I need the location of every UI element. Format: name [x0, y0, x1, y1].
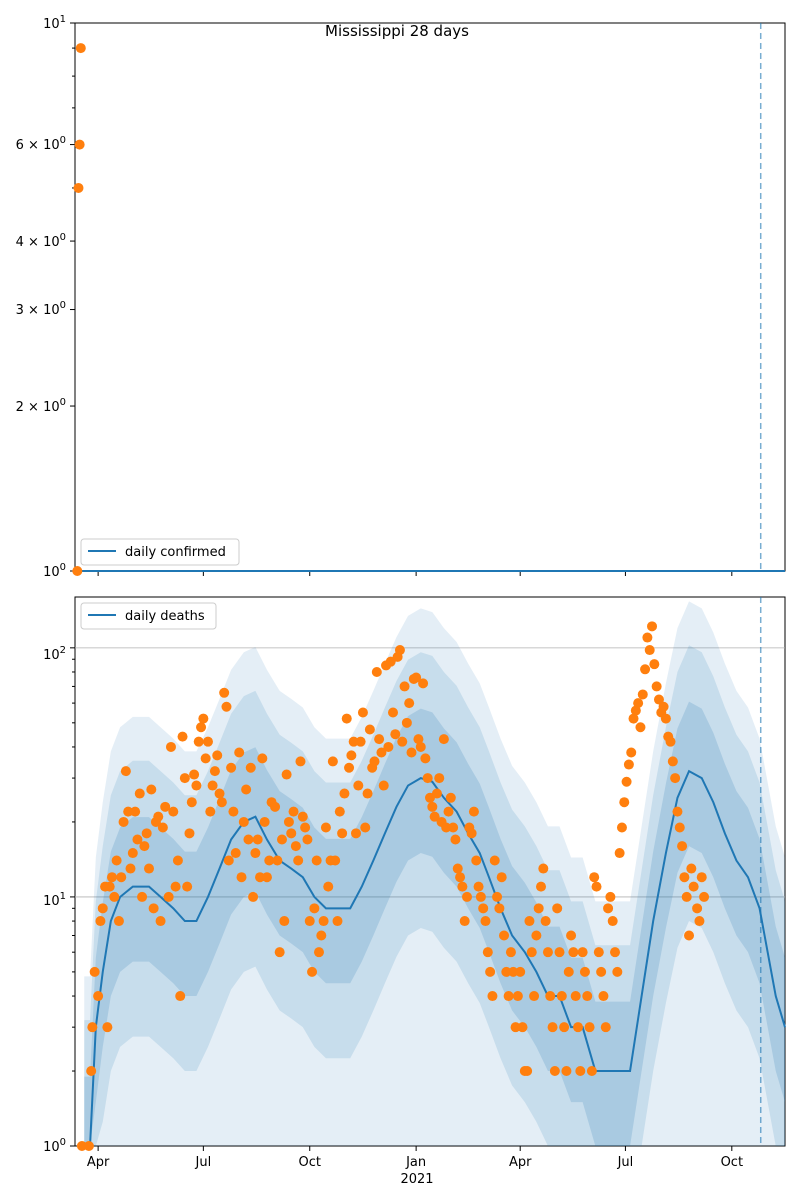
bottom-xtick-label: Jul — [617, 1155, 634, 1170]
daily-deaths-point — [432, 789, 442, 799]
daily-deaths-point — [372, 667, 382, 677]
daily-deaths-point — [239, 817, 249, 827]
daily-deaths-point — [566, 931, 576, 941]
daily-deaths-point — [402, 718, 412, 728]
daily-deaths-point — [545, 991, 555, 1001]
bottom-xtick-label: Oct — [720, 1155, 744, 1170]
daily-deaths-point — [427, 802, 437, 812]
daily-deaths-point — [149, 903, 159, 913]
daily-deaths-point — [635, 722, 645, 732]
daily-deaths-point — [626, 748, 636, 758]
daily-deaths-point — [284, 817, 294, 827]
daily-deaths-point — [86, 1066, 96, 1076]
daily-deaths-point — [598, 991, 608, 1001]
top-confirmed-point — [73, 183, 83, 193]
daily-deaths-point — [478, 903, 488, 913]
daily-deaths-point — [499, 931, 509, 941]
daily-deaths-point — [469, 807, 479, 817]
daily-deaths-point — [305, 916, 315, 926]
daily-deaths-point — [619, 797, 629, 807]
daily-deaths-point — [272, 856, 282, 866]
daily-deaths-point — [610, 947, 620, 957]
daily-deaths-point — [418, 678, 428, 688]
daily-deaths-point — [538, 864, 548, 874]
daily-deaths-point — [474, 882, 484, 892]
daily-deaths-point — [682, 892, 692, 902]
daily-deaths-point — [555, 947, 565, 957]
daily-deaths-point — [291, 841, 301, 851]
daily-deaths-point — [388, 708, 398, 718]
daily-deaths-point — [605, 892, 615, 902]
daily-deaths-point — [575, 1066, 585, 1076]
daily-deaths-point — [585, 1022, 595, 1032]
daily-deaths-point — [95, 916, 105, 926]
daily-deaths-point — [524, 916, 534, 926]
daily-deaths-point — [295, 756, 305, 766]
daily-deaths-point — [248, 892, 258, 902]
bottom-panel — [43, 597, 785, 1187]
daily-deaths-point — [383, 742, 393, 752]
daily-deaths-point — [298, 812, 308, 822]
daily-deaths-point — [467, 828, 477, 838]
daily-deaths-point — [397, 737, 407, 747]
daily-deaths-point — [582, 991, 592, 1001]
daily-deaths-point — [559, 1022, 569, 1032]
bottom-xtick-label: Jan — [406, 1155, 427, 1170]
daily-deaths-point — [652, 681, 662, 691]
daily-deaths-point — [321, 822, 331, 832]
daily-deaths-point — [490, 856, 500, 866]
daily-deaths-point — [608, 916, 618, 926]
daily-deaths-point — [109, 892, 119, 902]
daily-deaths-point — [114, 916, 124, 926]
top-ytick-marks — [70, 23, 75, 571]
daily-deaths-point — [677, 841, 687, 851]
bottom-xtick-label: Oct — [298, 1155, 321, 1170]
daily-deaths-point — [328, 756, 338, 766]
bottom-x-ticks — [87, 1146, 743, 1170]
daily-deaths-point — [246, 763, 256, 773]
daily-deaths-point — [243, 835, 253, 845]
daily-deaths-point — [234, 748, 244, 758]
daily-deaths-point — [450, 835, 460, 845]
daily-deaths-point — [191, 781, 201, 791]
x-year-label: 2021 — [400, 1172, 434, 1187]
top-ytick-10^0: $10^0$ — [43, 562, 66, 580]
daily-deaths-point — [564, 967, 574, 977]
top-y-ticks — [16, 14, 66, 580]
daily-deaths-point — [692, 903, 702, 913]
chart-title: Mississippi 28 days — [325, 22, 469, 40]
daily-deaths-point — [275, 947, 285, 957]
daily-deaths-point — [219, 688, 229, 698]
top-axes-frame — [75, 23, 785, 571]
daily-deaths-point — [531, 931, 541, 941]
daily-deaths-point — [395, 645, 405, 655]
daily-deaths-point — [342, 714, 352, 724]
daily-deaths-point — [589, 872, 599, 882]
daily-deaths-point — [455, 872, 465, 882]
bottom-legend-label: daily deaths — [125, 609, 205, 624]
daily-deaths-point — [286, 828, 296, 838]
daily-deaths-point — [645, 645, 655, 655]
daily-deaths-point — [231, 848, 241, 858]
daily-deaths-point — [112, 856, 122, 866]
daily-deaths-point — [561, 1066, 571, 1076]
daily-deaths-point — [446, 793, 456, 803]
daily-deaths-point — [309, 903, 319, 913]
daily-deaths-point — [492, 892, 502, 902]
daily-deaths-point — [661, 714, 671, 724]
top-ytick-3x10^0: $3 \times 10^0$ — [15, 300, 66, 318]
daily-deaths-point — [448, 822, 458, 832]
daily-deaths-point — [518, 1022, 528, 1032]
daily-deaths-point — [224, 856, 234, 866]
daily-deaths-point — [351, 828, 361, 838]
daily-deaths-point — [615, 848, 625, 858]
daily-deaths-point — [587, 1066, 597, 1076]
daily-deaths-point — [153, 812, 163, 822]
daily-deaths-point — [633, 698, 643, 708]
daily-deaths-point — [98, 903, 108, 913]
daily-deaths-point — [335, 807, 345, 817]
daily-deaths-point — [187, 797, 197, 807]
daily-deaths-point — [260, 817, 270, 827]
daily-deaths-point — [344, 763, 354, 773]
daily-deaths-point — [580, 967, 590, 977]
daily-deaths-point — [642, 633, 652, 643]
bottom-ytick-10^0: $10^0$ — [43, 1137, 66, 1155]
daily-deaths-point — [594, 947, 604, 957]
daily-deaths-point — [339, 789, 349, 799]
daily-deaths-point — [668, 756, 678, 766]
daily-deaths-point — [212, 750, 222, 760]
daily-deaths-point — [210, 766, 220, 776]
daily-deaths-point — [356, 737, 366, 747]
daily-deaths-point — [139, 841, 149, 851]
daily-deaths-point — [374, 734, 384, 744]
daily-deaths-point — [400, 681, 410, 691]
daily-deaths-point — [353, 781, 363, 791]
daily-deaths-point — [622, 777, 632, 787]
daily-deaths-point — [184, 828, 194, 838]
bottom-ytick-10^2: $10^2$ — [43, 645, 66, 663]
daily-deaths-point — [279, 916, 289, 926]
top-legend — [81, 539, 239, 565]
daily-deaths-point — [119, 817, 129, 827]
daily-deaths-point — [647, 621, 657, 631]
daily-deaths-point — [144, 864, 154, 874]
daily-deaths-point — [369, 756, 379, 766]
daily-deaths-point — [423, 773, 433, 783]
daily-deaths-point — [314, 947, 324, 957]
daily-deaths-point — [102, 1022, 112, 1032]
top-legend-label: daily confirmed — [125, 545, 226, 560]
daily-deaths-point — [173, 856, 183, 866]
bottom-ytick-marks — [70, 648, 75, 1146]
daily-deaths-point — [694, 916, 704, 926]
daily-deaths-point — [659, 702, 669, 712]
top-ytick-4x10^0: $4 \times 10^0$ — [15, 232, 66, 250]
daily-deaths-point — [253, 835, 263, 845]
daily-deaths-point — [534, 903, 544, 913]
daily-deaths-point — [390, 729, 400, 739]
daily-deaths-point — [504, 991, 514, 1001]
daily-deaths-point — [638, 689, 648, 699]
daily-deaths-point — [312, 856, 322, 866]
daily-deaths-point — [640, 664, 650, 674]
daily-deaths-point — [221, 702, 231, 712]
daily-deaths-point — [666, 737, 676, 747]
daily-deaths-point — [592, 882, 602, 892]
daily-deaths-point — [289, 807, 299, 817]
daily-deaths-point — [178, 732, 188, 742]
daily-deaths-point — [182, 882, 192, 892]
daily-deaths-point — [332, 916, 342, 926]
daily-deaths-point — [107, 872, 117, 882]
daily-deaths-point — [515, 967, 525, 977]
daily-deaths-point — [142, 828, 152, 838]
daily-deaths-point — [578, 947, 588, 957]
bottom-ytick-10^1: $10^1$ — [43, 891, 66, 909]
daily-deaths-point — [494, 903, 504, 913]
daily-deaths-point — [684, 931, 694, 941]
daily-deaths-point — [675, 822, 685, 832]
daily-deaths-point — [203, 737, 213, 747]
daily-deaths-point — [573, 1022, 583, 1032]
daily-deaths-point — [404, 698, 414, 708]
daily-deaths-point — [262, 872, 272, 882]
daily-deaths-point — [550, 1066, 560, 1076]
daily-deaths-point — [105, 882, 115, 892]
daily-deaths-point — [601, 1022, 611, 1032]
daily-deaths-point — [416, 742, 426, 752]
bottom-legend — [81, 603, 216, 629]
daily-deaths-point — [87, 1022, 97, 1032]
daily-deaths-point — [596, 967, 606, 977]
daily-deaths-point — [379, 781, 389, 791]
daily-deaths-point — [568, 947, 578, 957]
bottom-xtick-label: Jul — [195, 1155, 212, 1170]
daily-deaths-point — [293, 856, 303, 866]
daily-deaths-point — [365, 725, 375, 735]
bottom-y-ticks — [43, 645, 66, 1155]
daily-deaths-point — [439, 734, 449, 744]
top-ytick-6x10^0: $6 \times 10^0$ — [15, 135, 66, 153]
daily-deaths-point — [337, 828, 347, 838]
daily-deaths-point — [316, 931, 326, 941]
daily-deaths-point — [307, 967, 317, 977]
daily-deaths-point — [434, 773, 444, 783]
top-ytick-10^1: $10^1$ — [43, 14, 66, 32]
daily-deaths-point — [300, 822, 310, 832]
bottom-xtick-label: Apr — [86, 1155, 110, 1170]
daily-deaths-point — [513, 991, 523, 1001]
daily-deaths-point — [672, 807, 682, 817]
daily-deaths-point — [84, 1141, 94, 1151]
daily-deaths-point — [444, 807, 454, 817]
daily-deaths-point — [360, 822, 370, 832]
daily-deaths-point — [363, 789, 373, 799]
daily-deaths-point — [548, 1022, 558, 1032]
daily-deaths-point — [471, 856, 481, 866]
daily-deaths-point — [135, 789, 145, 799]
daily-deaths-point — [90, 967, 100, 977]
daily-deaths-point — [137, 892, 147, 902]
daily-deaths-point — [689, 882, 699, 892]
daily-deaths-point — [624, 760, 634, 770]
daily-deaths-point — [476, 892, 486, 902]
daily-deaths-point — [175, 991, 185, 1001]
daily-deaths-point — [126, 864, 136, 874]
daily-deaths-point — [670, 773, 680, 783]
daily-deaths-point — [237, 872, 247, 882]
daily-deaths-point — [282, 770, 292, 780]
daily-deaths-point — [217, 797, 227, 807]
daily-deaths-point — [302, 835, 312, 845]
daily-deaths-point — [485, 967, 495, 977]
daily-deaths-point — [457, 882, 467, 892]
daily-deaths-point — [460, 916, 470, 926]
daily-deaths-point — [166, 742, 176, 752]
daily-deaths-point — [270, 802, 280, 812]
daily-deaths-point — [649, 659, 659, 669]
daily-deaths-point — [323, 882, 333, 892]
daily-deaths-point — [557, 991, 567, 1001]
daily-deaths-point — [527, 947, 537, 957]
top-confirmed-point — [76, 43, 86, 53]
daily-deaths-point — [358, 708, 368, 718]
daily-deaths-point — [506, 947, 516, 957]
daily-deaths-point — [536, 882, 546, 892]
daily-deaths-point — [487, 991, 497, 1001]
daily-deaths-point — [319, 916, 329, 926]
daily-deaths-point — [168, 807, 178, 817]
daily-deaths-point — [189, 770, 199, 780]
daily-deaths-point — [277, 835, 287, 845]
daily-deaths-point — [201, 753, 211, 763]
daily-deaths-point — [330, 856, 340, 866]
daily-deaths-point — [116, 872, 126, 882]
top-ytick-2x10^0: $2 \times 10^0$ — [15, 397, 66, 415]
daily-deaths-point — [121, 766, 131, 776]
daily-deaths-point — [697, 872, 707, 882]
daily-deaths-point — [346, 750, 356, 760]
daily-deaths-point — [522, 1066, 532, 1076]
daily-deaths-point — [226, 763, 236, 773]
daily-deaths-point — [128, 848, 138, 858]
daily-deaths-point — [196, 722, 206, 732]
daily-deaths-point — [617, 822, 627, 832]
daily-deaths-point — [571, 991, 581, 1001]
daily-deaths-point — [481, 916, 491, 926]
daily-deaths-point — [686, 864, 696, 874]
daily-deaths-point — [257, 753, 267, 763]
daily-deaths-point — [156, 916, 166, 926]
daily-deaths-point — [171, 882, 181, 892]
daily-deaths-point — [699, 892, 709, 902]
daily-deaths-point — [180, 773, 190, 783]
daily-deaths-point — [552, 903, 562, 913]
daily-deaths-point — [420, 753, 430, 763]
daily-deaths-point — [529, 991, 539, 1001]
daily-deaths-point — [483, 947, 493, 957]
daily-deaths-point — [603, 903, 613, 913]
daily-deaths-point — [205, 807, 215, 817]
daily-deaths-point — [497, 872, 507, 882]
daily-deaths-point — [208, 781, 218, 791]
top-confirmed-point — [75, 140, 85, 150]
top-panel — [16, 14, 785, 580]
daily-deaths-point — [93, 991, 103, 1001]
daily-deaths-point — [198, 714, 208, 724]
daily-deaths-point — [146, 784, 156, 794]
bottom-xtick-label: Apr — [508, 1155, 532, 1170]
daily-deaths-point — [406, 748, 416, 758]
top-confirmed-point — [72, 566, 82, 576]
daily-deaths-point — [164, 892, 174, 902]
daily-deaths-point — [543, 947, 553, 957]
daily-deaths-point — [612, 967, 622, 977]
daily-deaths-point — [130, 807, 140, 817]
daily-deaths-point — [679, 872, 689, 882]
daily-deaths-point — [158, 822, 168, 832]
daily-deaths-point — [453, 864, 463, 874]
daily-deaths-point — [228, 807, 238, 817]
daily-deaths-point — [250, 848, 260, 858]
daily-deaths-point — [215, 789, 225, 799]
daily-deaths-point — [241, 784, 251, 794]
daily-deaths-point — [462, 892, 472, 902]
daily-deaths-point — [194, 737, 204, 747]
daily-deaths-point — [541, 916, 551, 926]
